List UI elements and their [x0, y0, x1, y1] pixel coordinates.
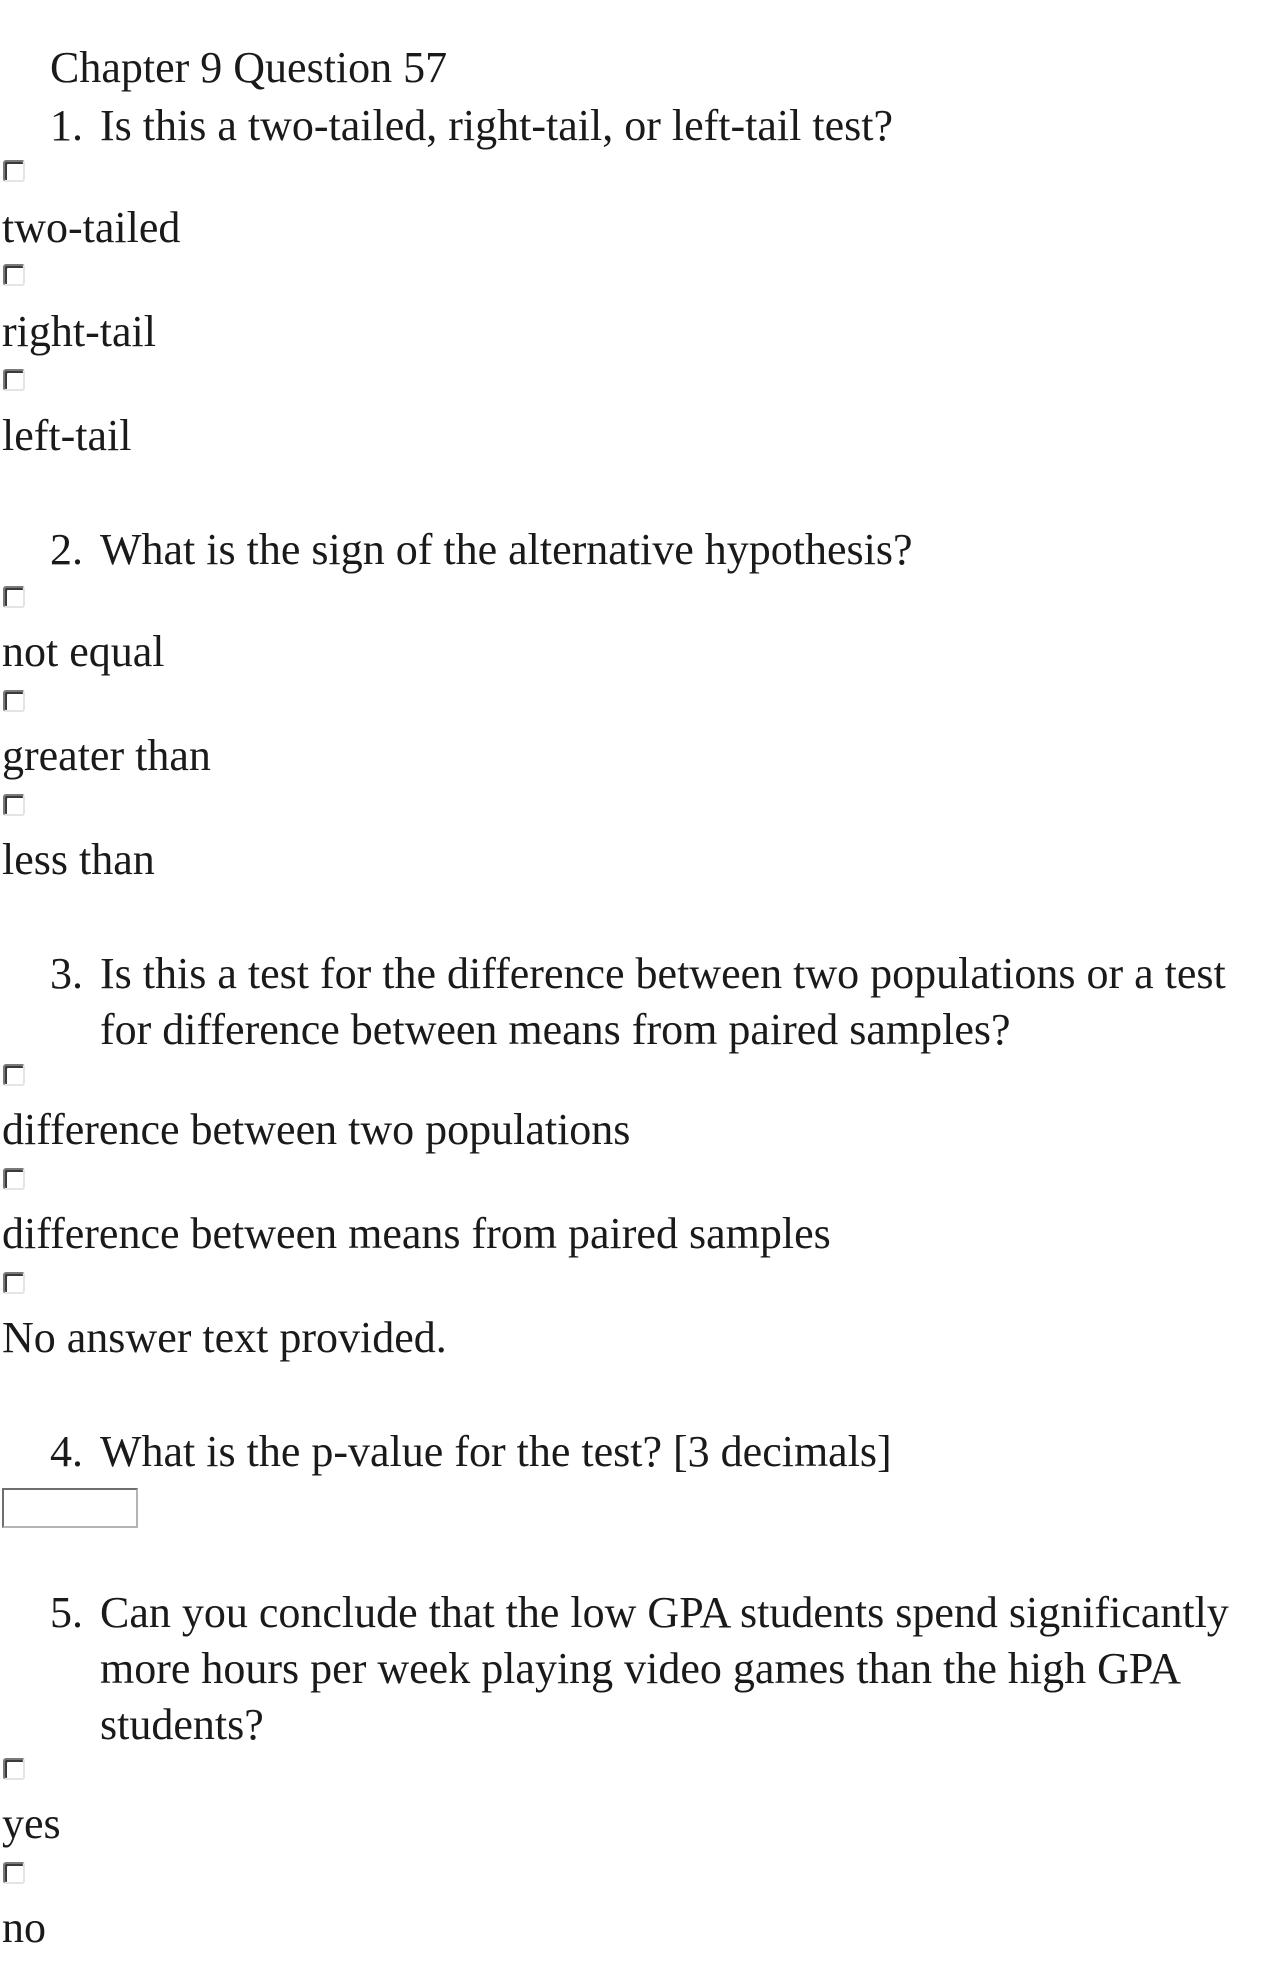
question-text: Is this a test for the difference between two populations or a test for difference between means from paired samples? [100, 949, 1226, 1054]
radio-yes[interactable] [3, 1758, 25, 1780]
option-label-no: no [2, 1903, 46, 1952]
radio-not-equal[interactable] [3, 586, 25, 608]
question-number: 3. [50, 949, 83, 998]
radio-difference-paired-samples[interactable] [3, 1168, 25, 1190]
question-4 [50, 1424, 1250, 1480]
question-5 [50, 1585, 1250, 1753]
question-text: What is the sign of the alternative hypothesis? [100, 525, 913, 574]
radio-greater-than[interactable] [3, 690, 25, 712]
option-label-difference-paired-samples: difference between means from paired samples [2, 1209, 831, 1258]
option-label-not-equal: not equal [2, 627, 165, 676]
option-label-right-tail: right-tail [2, 307, 156, 356]
question-number: 2. [50, 525, 83, 574]
radio-no[interactable] [3, 1862, 25, 1884]
radio-left-tail[interactable] [3, 369, 25, 391]
option-label-no-answer: No answer text provided. [2, 1313, 447, 1362]
radio-right-tail[interactable] [3, 264, 25, 286]
question-text: What is the p-value for the test? [3 decimals] [100, 1427, 892, 1476]
radio-less-than[interactable] [3, 794, 25, 816]
question-text: Is this a two-tailed, right-tail, or left-tail test? [100, 101, 893, 150]
option-label-less-than: less than [2, 835, 155, 884]
question-number: 5. [50, 1588, 83, 1637]
option-label-greater-than: greater than [2, 731, 211, 780]
question-number: 4. [50, 1427, 83, 1476]
question-number: 1. [50, 101, 83, 150]
option-label-two-tailed: two-tailed [2, 203, 181, 252]
question-text: Can you conclude that the low GPA students spend significantly more hours per week playing video games than the high GPA students? [100, 1588, 1229, 1749]
radio-difference-two-populations[interactable] [3, 1064, 25, 1086]
option-label-left-tail: left-tail [2, 411, 132, 460]
option-label-yes: yes [2, 1799, 61, 1848]
option-label-difference-two-populations: difference between two populations [2, 1105, 631, 1154]
p-value-input[interactable] [2, 1488, 138, 1528]
question-2 [50, 522, 1250, 578]
question-3 [50, 946, 1250, 1058]
radio-no-answer[interactable] [3, 1272, 25, 1294]
question-1 [50, 98, 1250, 154]
page-title: Chapter 9 Question 57 [50, 43, 448, 92]
radio-two-tailed[interactable] [3, 160, 25, 182]
